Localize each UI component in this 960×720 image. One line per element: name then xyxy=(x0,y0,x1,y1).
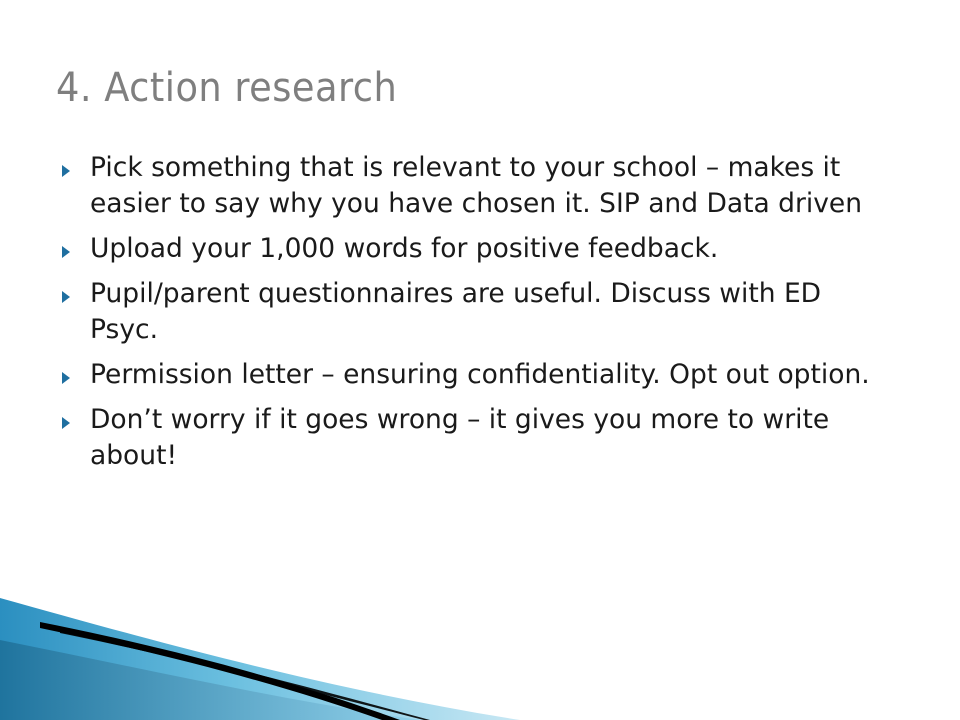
triangle-right-icon xyxy=(62,165,70,177)
bullet-item xyxy=(60,276,890,348)
bullet-text: Don’t worry if it goes wrong – it gives you more to write about! xyxy=(90,404,830,471)
bullet-item xyxy=(60,357,890,393)
bullet-text: Permission letter – ensuring confidentiality. Opt out option. xyxy=(90,359,870,390)
wave-thin-line xyxy=(60,630,430,720)
triangle-right-icon xyxy=(62,291,70,303)
bullet-item xyxy=(60,150,890,222)
triangle-right-icon xyxy=(62,372,70,384)
triangle-right-icon xyxy=(62,417,70,429)
bullet-list xyxy=(60,150,890,483)
bullet-text: Upload your 1,000 words for positive feedback. xyxy=(90,233,719,264)
bullet-item xyxy=(60,402,890,474)
bullet-text: Pick something that is relevant to your school – makes it easier to say why you have chosen it. SIP and Data driven xyxy=(90,152,863,219)
wave-dark-line xyxy=(40,622,400,720)
slide-title: 4. Action research xyxy=(56,65,398,111)
bullet-text: Pupil/parent questionnaires are useful. Discuss with ED Psyc. xyxy=(90,278,822,345)
bullet-item xyxy=(60,231,890,267)
wave-mid-band xyxy=(0,640,420,720)
triangle-right-icon xyxy=(62,246,70,258)
wave-light-band xyxy=(0,598,520,720)
